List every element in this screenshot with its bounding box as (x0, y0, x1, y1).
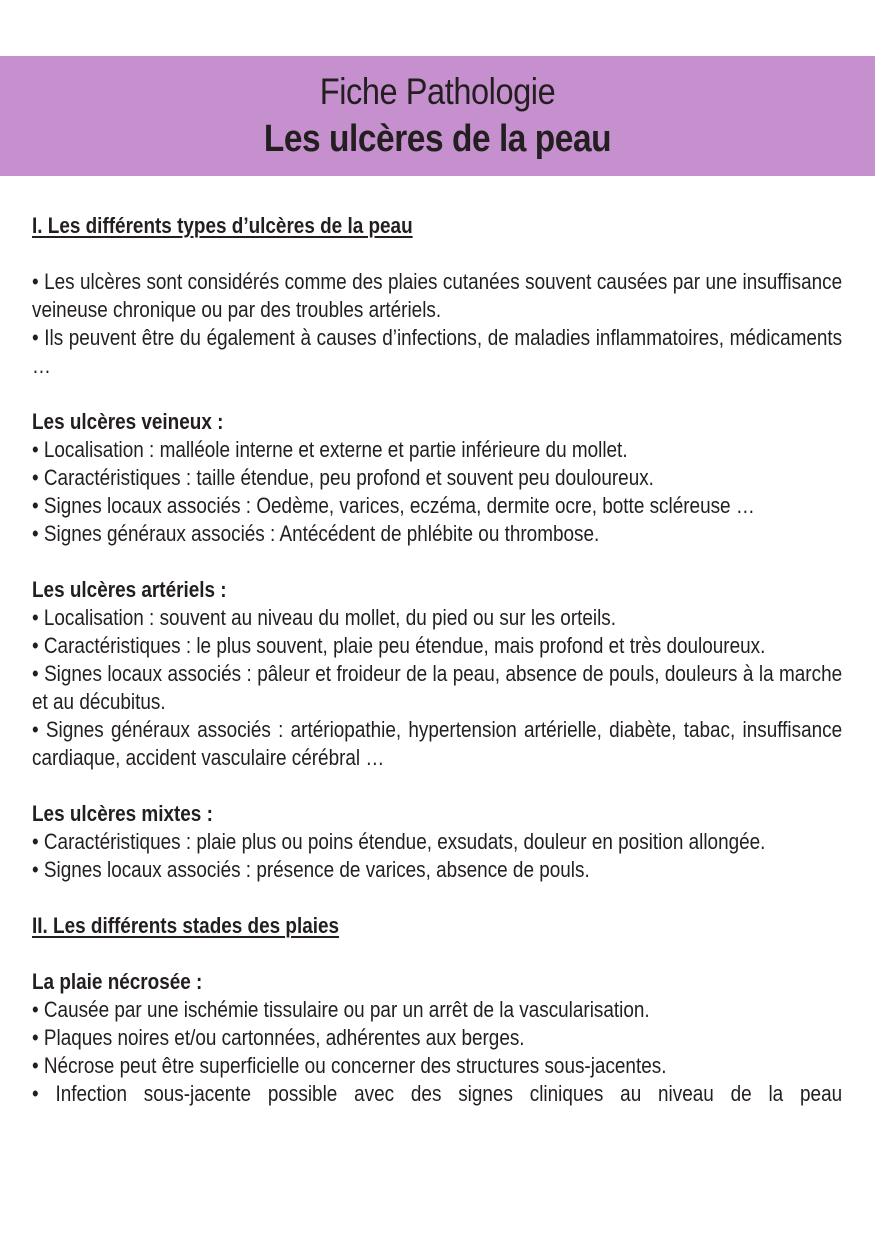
section-title-types: I. Les différents types d’ulcères de la peau (32, 213, 413, 238)
list-item: • Signes généraux associés : Antécédent de phlébite ou thrombose. (32, 521, 600, 546)
intro-paragraph: • Les ulcères sont considérés comme des plaies cutanées souvent causées par une insuffisance veineuse chronique ou par des troubles artériels. (32, 269, 843, 322)
subtitle-ulceres-mixtes: Les ulcères mixtes : (32, 801, 213, 826)
document-title: Les ulcères de la peau (263, 118, 612, 160)
list-item: • Caractéristiques : le plus souvent, plaie peu étendue, mais profond et très douloureux. (32, 633, 766, 658)
list-item: • Causée par une ischémie tissulaire ou par un arrêt de la vascularisation. (32, 997, 650, 1022)
list-item: • Infection sous-jacente possible avec des signes cliniques au niveau de la peau (32, 1081, 843, 1106)
subtitle-plaie-necrosee: La plaie nécrosée : (32, 969, 203, 994)
list-item: • Nécrose peut être superficielle ou concerner des structures sous-jacentes. (32, 1053, 667, 1078)
list-item: • Signes locaux associés : Oedème, varices, eczéma, dermite ocre, botte scléreuse … (32, 493, 755, 518)
list-item: • Signes locaux associés : pâleur et froideur de la peau, absence de pouls, douleurs à la marche et au décubitus. (32, 661, 843, 714)
document-body (32, 212, 842, 1108)
list-item: • Plaques noires et/ou cartonnées, adhérentes aux berges. (32, 1025, 525, 1050)
list-item: • Localisation : malléole interne et externe et partie inférieure du mollet. (32, 437, 628, 462)
list-item: • Signes généraux associés : artériopathie, hypertension artérielle, diabète, tabac, insuffisance cardiaque, accident vasculaire cérébral … (32, 717, 843, 770)
list-item: • Localisation : souvent au niveau du mollet, du pied ou sur les orteils. (32, 605, 617, 630)
section-title-stades: II. Les différents stades des plaies (32, 913, 340, 938)
subtitle-ulceres-arteriels: Les ulcères artériels : (32, 577, 227, 602)
list-item: • Caractéristiques : taille étendue, peu profond et souvent peu douloureux. (32, 465, 654, 490)
list-item: • Caractéristiques : plaie plus ou poins étendue, exsudats, douleur en position allongée. (32, 829, 766, 854)
document-type-title: Fiche Pathologie (319, 71, 556, 112)
header-band (0, 56, 875, 176)
list-item: • Signes locaux associés : présence de varices, absence de pouls. (32, 857, 590, 882)
subtitle-ulceres-veineux: Les ulcères veineux : (32, 409, 224, 434)
intro-paragraph: • Ils peuvent être du également à causes d’infections, de maladies inflammatoires, médicaments … (32, 325, 843, 378)
